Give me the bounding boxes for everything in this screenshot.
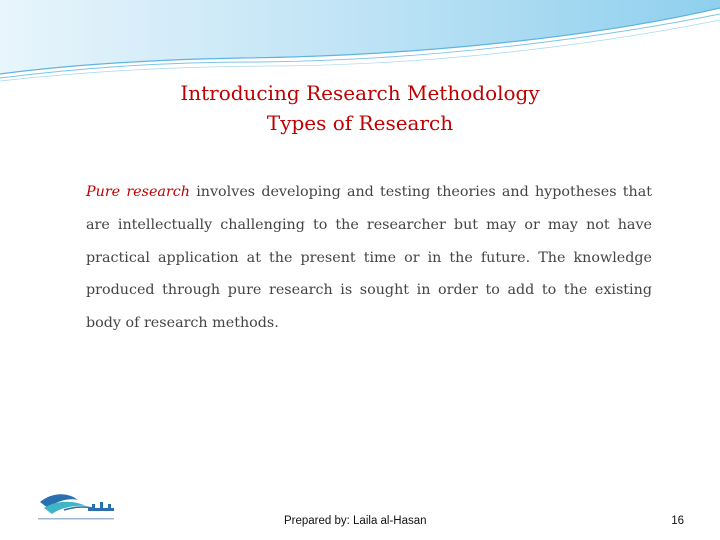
- header-wave: [0, 0, 720, 90]
- university-logo: [34, 488, 124, 526]
- slide-title: Introducing Research Methodology: [180, 81, 540, 105]
- body-lead-term: Pure research: [86, 184, 190, 200]
- body-text: involves developing and testing theories and hypotheses that are intellectually challenging to the researcher but may or may not have practical application at the present time or in the future. The knowledge produced through pure research is sought in order to add to the existing body of research methods.: [86, 184, 652, 332]
- title-block: [0, 78, 720, 138]
- page-number: 16: [671, 515, 684, 527]
- slide-subtitle: Types of Research: [266, 111, 454, 135]
- prepared-by: Prepared by: Laila al-Hasan: [284, 515, 427, 527]
- body-paragraph: [86, 176, 652, 340]
